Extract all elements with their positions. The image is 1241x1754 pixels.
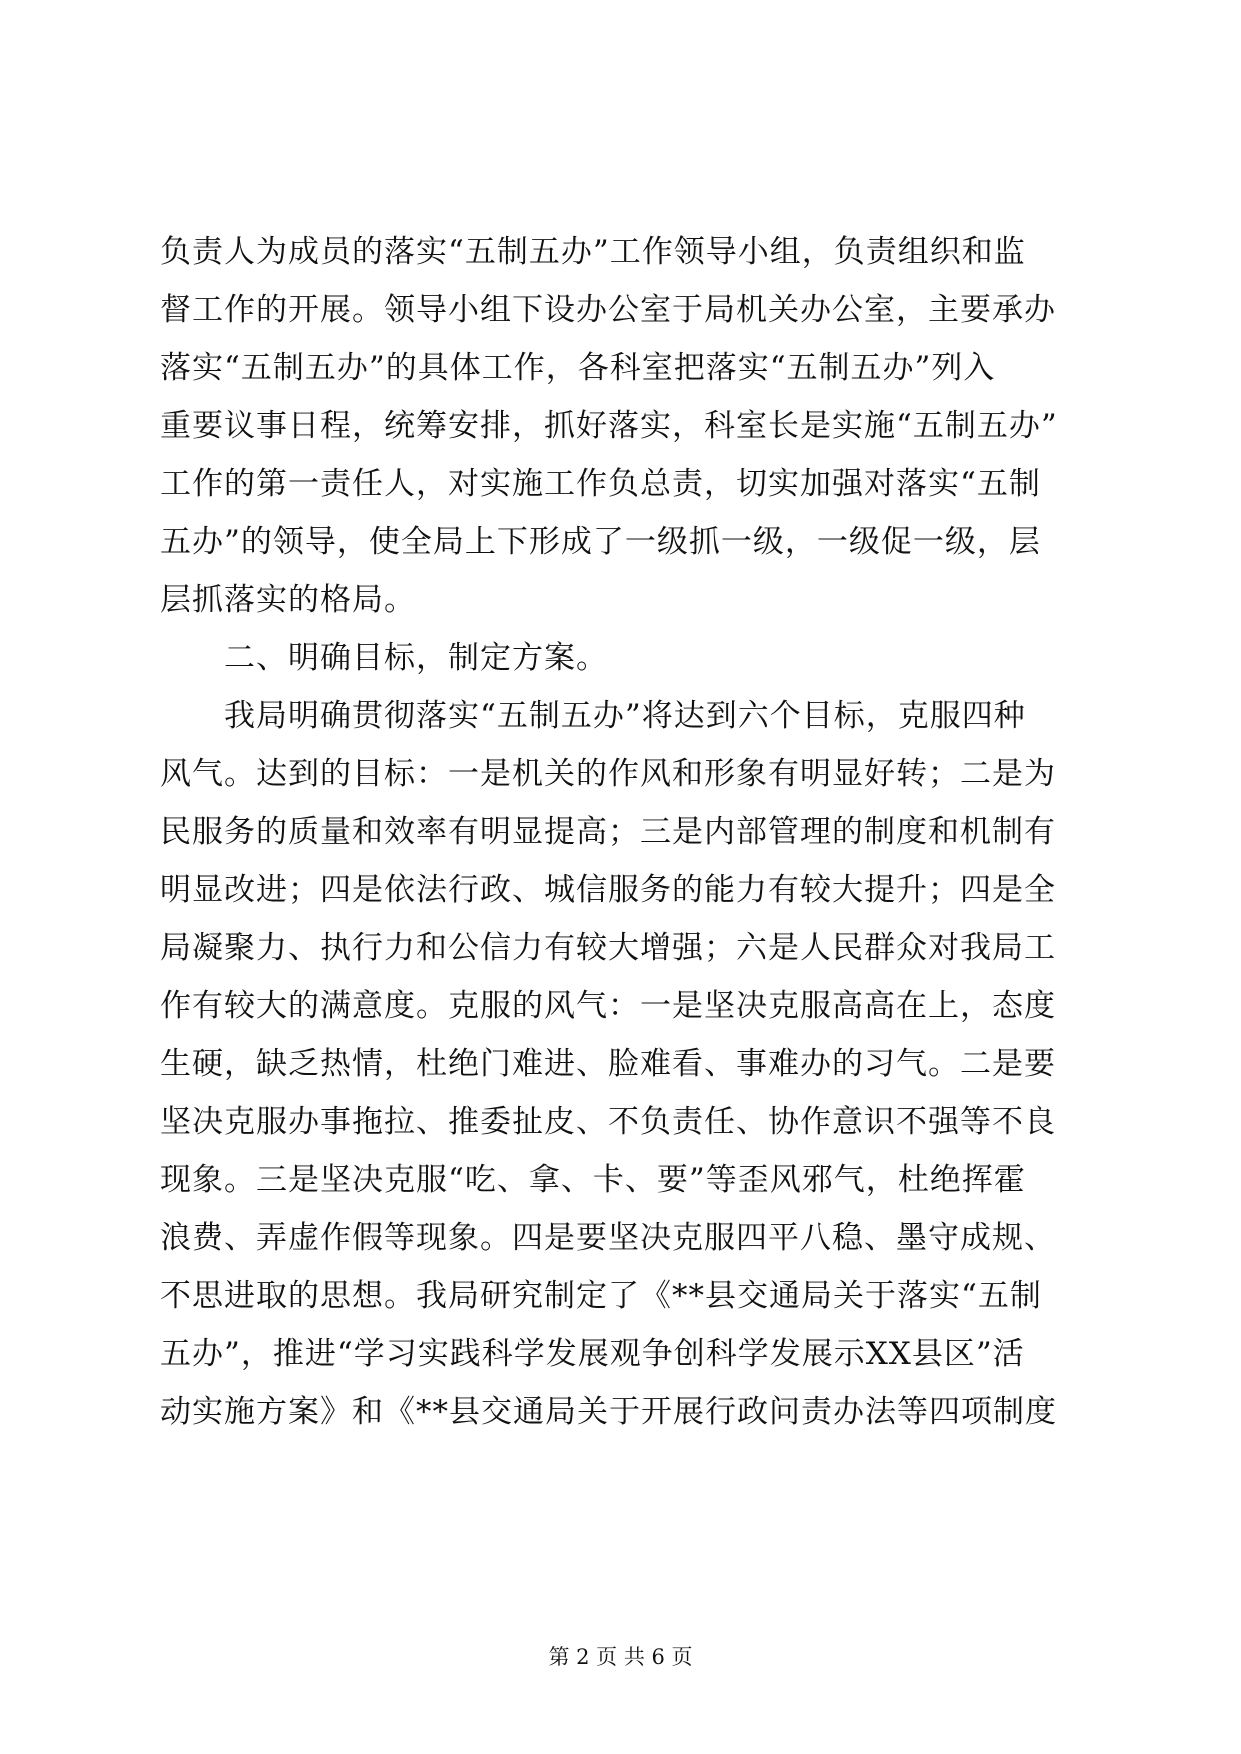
text-line: 层抓落实的格局。 [160, 582, 416, 618]
text-line: 五办”的领导，使全局上下形成了一级抓一级，一级促一级，层 [160, 524, 1041, 560]
text-line: 五办”，推进“学习实践科学发展观争创科学发展示XX县区”活 [160, 1336, 1025, 1372]
text-line: 重要议事日程，统筹安排，抓好落实，科室长是实施“五制五办” [160, 408, 1058, 444]
text-line: 动实施方案》和《**县交通局关于开展行政问责办法等四项制度 [160, 1394, 1057, 1430]
text-line: 作有较大的满意度。克服的风气：一是坚决克服高高在上，态度 [160, 988, 1056, 1024]
text-line: 风气。达到的目标：一是机关的作风和形象有明显好转；二是为 [160, 756, 1056, 792]
text-line: 不思进取的思想。我局研究制定了《**县交通局关于落实“五制 [160, 1278, 1042, 1314]
text-line: 局凝聚力、执行力和公信力有较大增强；六是人民群众对我局工 [160, 930, 1056, 966]
text-line: 民服务的质量和效率有明显提高；三是内部管理的制度和机制有 [160, 814, 1056, 850]
text-line: 督工作的开展。领导小组下设办公室于局机关办公室，主要承办 [160, 292, 1056, 328]
page-footer: 第 2 页 共 6 页 [548, 1645, 693, 1669]
text-line: 坚决克服办事拖拉、推委扯皮、不负责任、协作意识不强等不良 [160, 1104, 1056, 1140]
text-line: 负责人为成员的落实“五制五办”工作领导小组，负责组织和监 [160, 234, 1026, 270]
text-line: 二、明确目标，制定方案。 [224, 640, 608, 676]
text-line: 我局明确贯彻落实“五制五办”将达到六个目标，克服四种 [224, 698, 1026, 734]
text-line: 现象。三是坚决克服“吃、拿、卡、要”等歪风邪气，杜绝挥霍 [160, 1162, 1026, 1198]
text-line: 落实“五制五办”的具体工作，各科室把落实“五制五办”列入 [160, 350, 996, 386]
text-line: 工作的第一责任人，对实施工作负总责，切实加强对落实“五制 [160, 466, 1041, 502]
body-text [160, 223, 1080, 1441]
text-line: 明显改进；四是依法行政、城信服务的能力有较大提升；四是全 [160, 872, 1056, 908]
text-line: 生硬，缺乏热情，杜绝门难进、脸难看、事难办的习气。二是要 [160, 1046, 1056, 1082]
text-line: 浪费、弄虚作假等现象。四是要坚决克服四平八稳、墨守成规、 [160, 1220, 1056, 1256]
